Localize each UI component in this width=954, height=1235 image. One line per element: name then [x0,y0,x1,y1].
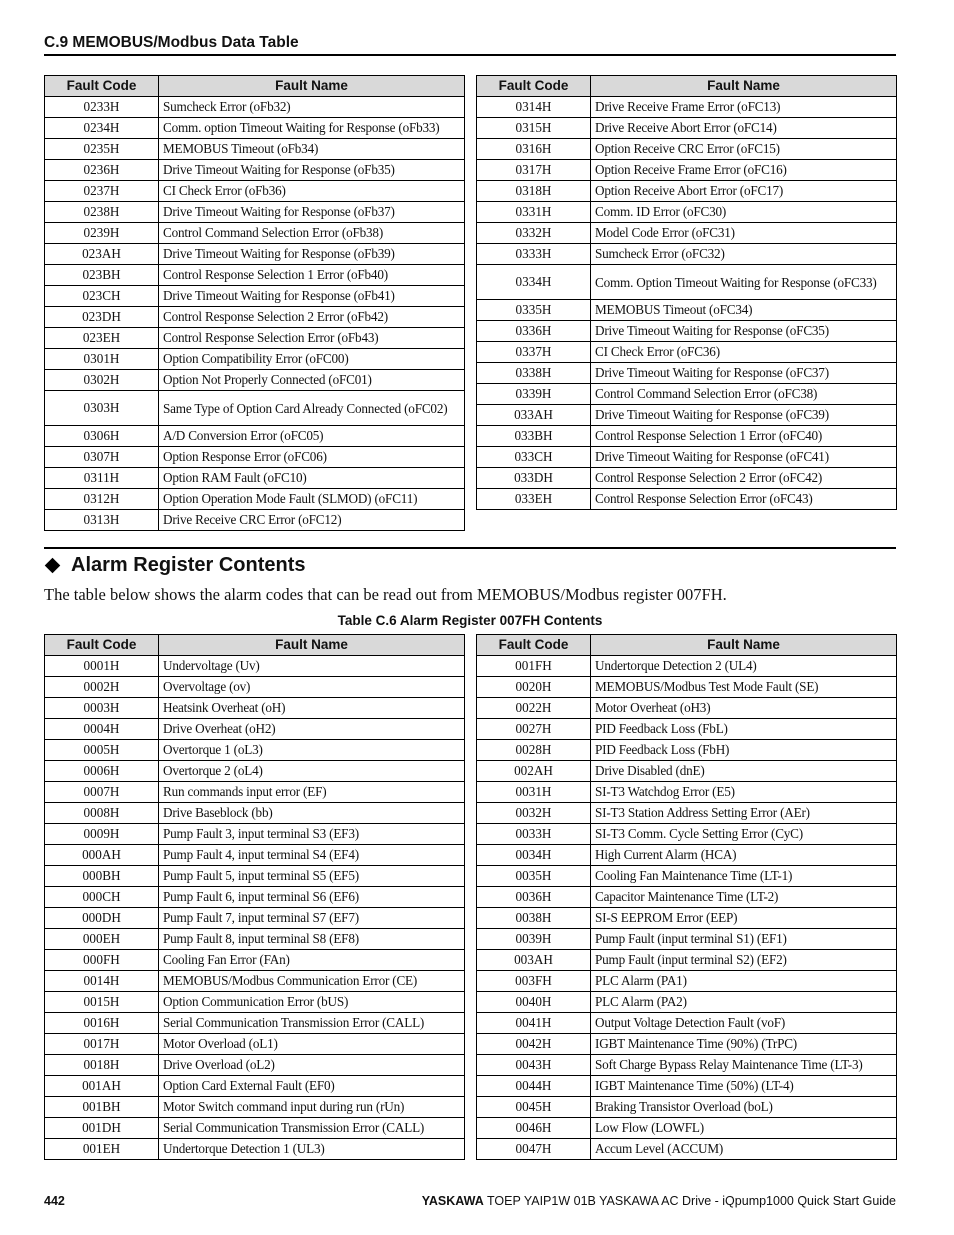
fault-code-cell: 033DH [477,468,591,489]
column-header-code: Fault Code [45,635,159,656]
table-row [45,677,465,698]
table-row [45,1076,465,1097]
fault-code-cell: 0045H [477,1097,591,1118]
table-row [45,887,465,908]
fault-name-cell: Overtorque 2 (oL4) [159,761,465,782]
column-header-name: Fault Name [591,76,897,97]
fault-code-cell: 0039H [477,929,591,950]
fault-code-cell: 023DH [45,307,159,328]
table-row [477,1013,897,1034]
table-caption: Table C.6 Alarm Register 007FH Contents [337,613,603,628]
fault-name-cell: Pump Fault 7, input terminal S7 (EF7) [159,908,465,929]
fault-name-cell: Drive Overload (oL2) [159,1055,465,1076]
page-number: 442 [44,1194,65,1208]
fault-name-cell: Low Flow (LOWFL) [591,1118,897,1139]
fault-code-cell: 0332H [477,223,591,244]
fault-name-cell: Pump Fault 5, input terminal S5 (EF5) [159,866,465,887]
fault-code-cell: 033CH [477,447,591,468]
fault-name-cell: Comm. ID Error (oFC30) [591,202,897,223]
fault-name-cell: Drive Timeout Waiting for Response (oFb37) [159,202,465,223]
fault-code-cell: 0239H [45,223,159,244]
column-header-name: Fault Name [159,635,465,656]
table-row [477,300,897,321]
fault-code-cell: 0315H [477,118,591,139]
fault-name-cell: Output Voltage Detection Fault (voF) [591,1013,897,1034]
fault-name-cell: Option Not Properly Connected (oFC01) [159,370,465,391]
fault-code-cell: 0038H [477,908,591,929]
fault-name-cell: SI-T3 Watchdog Error (E5) [591,782,897,803]
fault-code-cell: 0017H [45,1034,159,1055]
fault-name-cell: Pump Fault 3, input terminal S3 (EF3) [159,824,465,845]
fault-table-left [44,75,465,531]
fault-code-cell: 0303H [45,391,159,426]
fault-code-cell: 0015H [45,992,159,1013]
table-row [45,1055,465,1076]
table-row [477,740,897,761]
section-title [44,552,306,578]
fault-code-cell: 033EH [477,489,591,510]
table-row [477,223,897,244]
fault-code-cell: 0016H [45,1013,159,1034]
table-row [45,349,465,370]
fault-code-cell: 0316H [477,139,591,160]
fault-code-cell: 0040H [477,992,591,1013]
fault-code-cell: 0036H [477,887,591,908]
table-row [477,782,897,803]
fault-code-cell: 0237H [45,181,159,202]
fault-name-cell: Pump Fault 4, input terminal S4 (EF4) [159,845,465,866]
table-row [45,510,465,531]
table-row [477,950,897,971]
table-row [477,118,897,139]
fault-name-cell: Accum Level (ACCUM) [591,1139,897,1160]
fault-name-cell: Comm. option Timeout Waiting for Response (oFb33) [159,118,465,139]
fault-code-cell: 033AH [477,405,591,426]
fault-code-cell: 0018H [45,1055,159,1076]
table-row [45,1097,465,1118]
fault-code-cell: 0007H [45,782,159,803]
fault-name-cell: Control Response Selection 1 Error (oFb40) [159,265,465,286]
fault-name-cell: Undertorque Detection 2 (UL4) [591,656,897,677]
fault-name-cell: Option Compatibility Error (oFC00) [159,349,465,370]
table-row [45,929,465,950]
fault-code-cell: 0027H [477,719,591,740]
fault-name-cell: Drive Timeout Waiting for Response (oFb35) [159,160,465,181]
fault-name-cell: Motor Overload (oL1) [159,1034,465,1055]
fault-name-cell: High Current Alarm (HCA) [591,845,897,866]
fault-code-cell: 0006H [45,761,159,782]
fault-name-cell: Serial Communication Transmission Error (CALL) [159,1013,465,1034]
fault-code-cell: 0318H [477,181,591,202]
fault-code-cell: 0041H [477,1013,591,1034]
fault-name-cell: MEMOBUS Timeout (oFb34) [159,139,465,160]
table-row [45,971,465,992]
table-row [45,719,465,740]
fault-code-cell: 0001H [45,656,159,677]
table-row [477,845,897,866]
fault-name-cell: Serial Communication Transmission Error (CALL) [159,1118,465,1139]
fault-name-cell: CI Check Error (oFb36) [159,181,465,202]
table-row [477,803,897,824]
table-row [45,447,465,468]
fault-code-cell: 023EH [45,328,159,349]
fault-code-cell: 0313H [45,510,159,531]
fault-code-cell: 0042H [477,1034,591,1055]
table-row [45,1034,465,1055]
fault-name-cell: A/D Conversion Error (oFC05) [159,426,465,447]
fault-code-cell: 0033H [477,824,591,845]
fault-code-cell: 0314H [477,97,591,118]
fault-code-cell: 003FH [477,971,591,992]
intro-paragraph: The table below shows the alarm codes that can be read out from MEMOBUS/Modbus register 007FH. [44,585,727,604]
fault-code-cell: 0032H [477,803,591,824]
table-row [45,866,465,887]
table-row [45,740,465,761]
table-row [45,824,465,845]
table-row [45,1139,465,1160]
fault-name-cell: Comm. Option Timeout Waiting for Response (oFC33) [591,265,897,300]
fault-name-cell: MEMOBUS/Modbus Test Mode Fault (SE) [591,677,897,698]
fault-name-cell: MEMOBUS Timeout (oFC34) [591,300,897,321]
table-row [45,908,465,929]
fault-code-cell: 001DH [45,1118,159,1139]
fault-name-cell: Control Response Selection 2 Error (oFC42) [591,468,897,489]
fault-name-cell: Control Command Selection Error (oFb38) [159,223,465,244]
fault-name-cell: Braking Transistor Overload (boL) [591,1097,897,1118]
fault-code-cell: 0301H [45,349,159,370]
table-row [45,307,465,328]
fault-code-cell: 0306H [45,426,159,447]
fault-name-cell: IGBT Maintenance Time (90%) (TrPC) [591,1034,897,1055]
fault-name-cell: CI Check Error (oFC36) [591,342,897,363]
table-row [477,321,897,342]
fault-name-cell: Option Response Error (oFC06) [159,447,465,468]
fault-code-cell: 0047H [477,1139,591,1160]
section-heading: C.9 MEMOBUS/Modbus Data Table [44,34,299,51]
fault-name-cell: Model Code Error (oFC31) [591,223,897,244]
table-row [45,181,465,202]
fault-name-cell: Option Receive Frame Error (oFC16) [591,160,897,181]
fault-code-cell: 0028H [477,740,591,761]
document-title-text: TOEP YAIP1W 01B YASKAWA AC Drive - iQpump1000 Quick Start Guide [483,1194,896,1208]
table-row [45,803,465,824]
fault-name-cell: Control Command Selection Error (oFC38) [591,384,897,405]
page-footer [44,1192,896,1210]
fault-code-cell: 0238H [45,202,159,223]
fault-code-cell: 0236H [45,160,159,181]
fault-name-cell: Heatsink Overheat (oH) [159,698,465,719]
fault-name-cell: Drive Baseblock (bb) [159,803,465,824]
table-header-row [45,76,465,97]
fault-code-cell: 0002H [45,677,159,698]
table-row [45,698,465,719]
fault-code-cell: 0339H [477,384,591,405]
fault-code-cell: 0302H [45,370,159,391]
fault-code-cell: 033BH [477,426,591,447]
table-row [477,1097,897,1118]
table-row [477,992,897,1013]
fault-code-cell: 000FH [45,950,159,971]
table-row [45,391,465,426]
fault-code-cell: 000DH [45,908,159,929]
fault-name-cell: SI-S EEPROM Error (EEP) [591,908,897,929]
table-row [45,139,465,160]
table-row [45,656,465,677]
table-row [477,929,897,950]
fault-code-cell: 001AH [45,1076,159,1097]
table-row [45,468,465,489]
fault-code-cell: 003AH [477,950,591,971]
column-header-code: Fault Code [477,76,591,97]
fault-code-cell: 0008H [45,803,159,824]
table-row [477,342,897,363]
table-row [45,489,465,510]
fault-name-cell: Control Response Selection Error (oFC43) [591,489,897,510]
fault-name-cell: PID Feedback Loss (FbH) [591,740,897,761]
fault-name-cell: Option Communication Error (bUS) [159,992,465,1013]
fault-code-cell: 000AH [45,845,159,866]
fault-name-cell: Sumcheck Error (oFb32) [159,97,465,118]
fault-code-cell: 0333H [477,244,591,265]
fault-code-cell: 0009H [45,824,159,845]
fault-code-cell: 0044H [477,1076,591,1097]
fault-code-cell: 000CH [45,887,159,908]
fault-name-cell: Cooling Fan Maintenance Time (LT-1) [591,866,897,887]
fault-code-cell: 0337H [477,342,591,363]
fault-code-cell: 0005H [45,740,159,761]
brand-name: YASKAWA [421,1194,484,1208]
fault-code-cell: 0022H [477,698,591,719]
fault-name-cell: Drive Timeout Waiting for Response (oFC37) [591,363,897,384]
column-header-code: Fault Code [477,635,591,656]
fault-code-cell: 000BH [45,866,159,887]
fault-name-cell: Drive Receive Abort Error (oFC14) [591,118,897,139]
fault-table-right [476,75,897,510]
table-row [477,1076,897,1097]
fault-name-cell: Option Receive CRC Error (oFC15) [591,139,897,160]
fault-name-cell: SI-T3 Comm. Cycle Setting Error (CyC) [591,824,897,845]
table-row [477,160,897,181]
fault-name-cell: Control Response Selection Error (oFb43) [159,328,465,349]
section-divider [44,547,896,549]
table-row [477,447,897,468]
table-row [477,265,897,300]
table-row [477,761,897,782]
table-row [477,908,897,929]
fault-name-cell: Same Type of Option Card Already Connected (oFC02) [159,391,465,426]
fault-name-cell: Option RAM Fault (oFC10) [159,468,465,489]
table-row [477,489,897,510]
fault-code-cell: 0311H [45,468,159,489]
table-row [45,223,465,244]
alarm-table-right [476,634,897,1160]
table-row [45,782,465,803]
column-header-name: Fault Name [159,76,465,97]
table-row [477,1118,897,1139]
table-row [477,405,897,426]
table-row [477,181,897,202]
table-row [477,1139,897,1160]
table-row [477,244,897,265]
table-row [477,887,897,908]
table-row [45,761,465,782]
fault-name-cell: Drive Receive CRC Error (oFC12) [159,510,465,531]
section-title-text: Alarm Register Contents [71,554,306,576]
fault-code-cell: 0338H [477,363,591,384]
fault-code-cell: 0335H [477,300,591,321]
fault-name-cell: Motor Overheat (oH3) [591,698,897,719]
table-header-row [477,76,897,97]
document-title [422,1192,896,1210]
table-row [477,866,897,887]
table-row [477,698,897,719]
diamond-bullet-icon [45,557,61,573]
fault-code-cell: 0235H [45,139,159,160]
table-row [477,971,897,992]
fault-name-cell: Run commands input error (EF) [159,782,465,803]
fault-code-cell: 0034H [477,845,591,866]
fault-name-cell: Pump Fault (input terminal S1) (EF1) [591,929,897,950]
fault-name-cell: Motor Switch command input during run (rUn) [159,1097,465,1118]
fault-name-cell: Option Card External Fault (EF0) [159,1076,465,1097]
table-row [477,1055,897,1076]
fault-code-cell: 000EH [45,929,159,950]
fault-code-cell: 0234H [45,118,159,139]
column-header-code: Fault Code [45,76,159,97]
fault-name-cell: Cooling Fan Error (FAn) [159,950,465,971]
table-row [45,160,465,181]
fault-code-cell: 0233H [45,97,159,118]
fault-name-cell: Control Response Selection 2 Error (oFb42) [159,307,465,328]
column-header-name: Fault Name [591,635,897,656]
fault-name-cell: Overtorque 1 (oL3) [159,740,465,761]
table-row [477,719,897,740]
table-row [45,1013,465,1034]
fault-name-cell: PLC Alarm (PA1) [591,971,897,992]
table-row [477,677,897,698]
table-row [45,370,465,391]
fault-name-cell: Drive Timeout Waiting for Response (oFC35) [591,321,897,342]
fault-name-cell: Option Receive Abort Error (oFC17) [591,181,897,202]
fault-code-cell: 0334H [477,265,591,300]
fault-code-cell: 001FH [477,656,591,677]
fault-code-cell: 0331H [477,202,591,223]
fault-name-cell: Pump Fault 8, input terminal S8 (EF8) [159,929,465,950]
fault-name-cell: MEMOBUS/Modbus Communication Error (CE) [159,971,465,992]
fault-name-cell: Drive Timeout Waiting for Response (oFb41) [159,286,465,307]
fault-code-cell: 023BH [45,265,159,286]
table-row [477,363,897,384]
fault-name-cell: Drive Timeout Waiting for Response (oFC41) [591,447,897,468]
alarm-table-left [44,634,465,1160]
fault-name-cell: Soft Charge Bypass Relay Maintenance Time (LT-3) [591,1055,897,1076]
fault-code-cell: 0020H [477,677,591,698]
table-row [45,118,465,139]
table-row [45,950,465,971]
table-row [45,265,465,286]
fault-name-cell: Drive Timeout Waiting for Response (oFb39) [159,244,465,265]
fault-name-cell: SI-T3 Station Address Setting Error (AEr) [591,803,897,824]
fault-code-cell: 0046H [477,1118,591,1139]
fault-name-cell: Drive Overheat (oH2) [159,719,465,740]
fault-code-cell: 023CH [45,286,159,307]
table-row [477,1034,897,1055]
fault-code-cell: 0043H [477,1055,591,1076]
table-row [45,286,465,307]
fault-code-cell: 0336H [477,321,591,342]
fault-name-cell: PID Feedback Loss (FbL) [591,719,897,740]
fault-code-cell: 0003H [45,698,159,719]
fault-code-cell: 0035H [477,866,591,887]
table-row [45,1118,465,1139]
fault-name-cell: PLC Alarm (PA2) [591,992,897,1013]
table-row [477,384,897,405]
table-row [45,202,465,223]
fault-code-cell: 0031H [477,782,591,803]
fault-code-cell: 001BH [45,1097,159,1118]
table-row [45,426,465,447]
table-row [45,97,465,118]
fault-code-cell: 0312H [45,489,159,510]
fault-name-cell: Drive Receive Frame Error (oFC13) [591,97,897,118]
table-header-row [477,635,897,656]
table-row [477,656,897,677]
fault-name-cell: Overvoltage (ov) [159,677,465,698]
fault-name-cell: Pump Fault (input terminal S2) (EF2) [591,950,897,971]
fault-code-cell: 0014H [45,971,159,992]
fault-name-cell: Undervoltage (Uv) [159,656,465,677]
table-row [477,468,897,489]
fault-code-cell: 0317H [477,160,591,181]
table-row [45,992,465,1013]
fault-name-cell: Pump Fault 6, input terminal S6 (EF6) [159,887,465,908]
table-row [477,824,897,845]
fault-name-cell: Capacitor Maintenance Time (LT-2) [591,887,897,908]
table-row [477,97,897,118]
table-row [477,139,897,160]
fault-code-cell: 0004H [45,719,159,740]
table-row [45,845,465,866]
table-row [477,426,897,447]
table-row [477,202,897,223]
fault-name-cell: Control Response Selection 1 Error (oFC40) [591,426,897,447]
fault-name-cell: Undertorque Detection 1 (UL3) [159,1139,465,1160]
fault-name-cell: Drive Timeout Waiting for Response (oFC39) [591,405,897,426]
fault-code-cell: 0307H [45,447,159,468]
fault-name-cell: IGBT Maintenance Time (50%) (LT-4) [591,1076,897,1097]
table-row [45,244,465,265]
fault-name-cell: Option Operation Mode Fault (SLMOD) (oFC11) [159,489,465,510]
table-header-row [45,635,465,656]
fault-name-cell: Sumcheck Error (oFC32) [591,244,897,265]
fault-code-cell: 001EH [45,1139,159,1160]
table-row [45,328,465,349]
page-header [44,32,896,56]
fault-code-cell: 023AH [45,244,159,265]
fault-name-cell: Drive Disabled (dnE) [591,761,897,782]
fault-code-cell: 002AH [477,761,591,782]
